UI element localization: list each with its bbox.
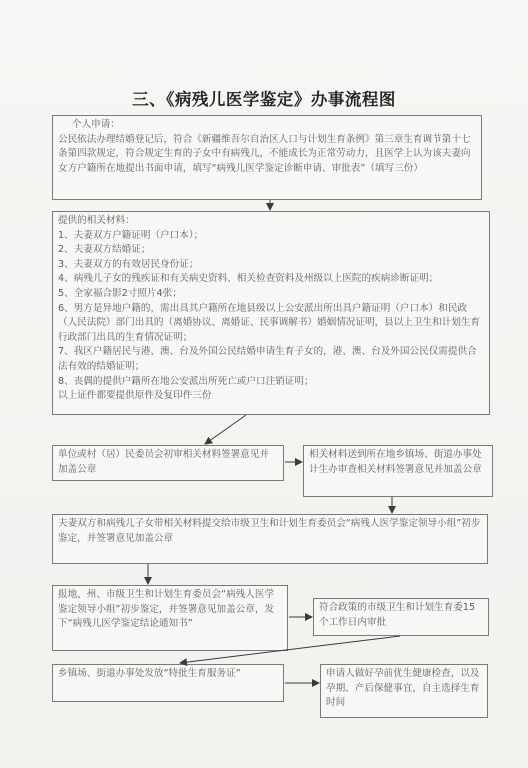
- application-heading: 个人申请：: [72, 119, 120, 130]
- applicant-final-text: 申请人做好孕前优生健康检查，以及孕期、产后保健事宜，自主选择生育时间: [326, 668, 480, 709]
- materials-heading: 提供的相关材料：: [58, 215, 135, 226]
- material-item: 4、病残儿子女的残疾证和有关病史资料、相关检查资料及州级以上医院的疾病诊断证明；: [58, 273, 439, 285]
- arrow-materials-to-village: [205, 415, 246, 444]
- material-item: 2、夫妻双方结婚证；: [58, 244, 151, 256]
- material-item: 6、男方是异地户籍的，需出具其户籍所在地县级以上公安派出所出具户籍证明（户口本）和民政（人民法院）部门出具的（离婚协议、离婚证、民事调解书）婚姻情况证明，县以上卫生和计划生育行政部门出具的生育情况证明；: [58, 302, 481, 343]
- township-issue-text: 乡镇场、街道办事处发放“特批生育服务证”: [58, 668, 241, 679]
- material-item: 8、丧偶的提供户籍所在地公安派出所死亡或户口注销证明；: [58, 375, 314, 387]
- materials-footer: 以上证件都要提供原件及复印件三份: [58, 390, 212, 402]
- city-initial-appraisal-text: 夫妻双方和病残儿子女带相关材料提交给市级卫生和计划生育委员会“病残人医学鉴定领导小组”初步鉴定，并签署意见加盖公章: [58, 518, 481, 544]
- township-review-text: 相关材料送到所在地乡镇场、街道办事处计生办审查相关材料签署意见并加盖公章: [309, 449, 482, 475]
- arrow-city-approval-to-township-issue: [180, 636, 400, 663]
- prefecture-appraisal-text: 报地、州、市级卫生和计划生育委员会“病残人医学鉴定领导小组”初步鉴定，并签署意见加盖公章，发下“病残儿医学鉴定结论通知书”: [58, 589, 275, 630]
- village-review-text: 单位或村（居）民委员会初审相关材料签署意见并加盖公章: [58, 449, 270, 475]
- page-title: 三、《病残儿医学鉴定》办事流程图: [132, 90, 396, 109]
- city-approval-text: 符合政策的市级卫生和计划生育委15个工作日内审批: [319, 602, 476, 628]
- material-item: 1、夫妻双方户籍证明（户口本）；: [58, 229, 204, 241]
- material-item: 5、全家福合影2寸照片4张；: [58, 287, 182, 299]
- material-item: 7、我区户籍居民与港、澳、台及外国公民结婚申请生育子女的，港、澳、台及外国公民仅需提供合法有效的结婚证明；: [58, 346, 477, 372]
- application-body: 公民依法办理结婚登记后，符合《新疆维吾尔自治区人口与计划生育条例》第三章生育调节第十七条第四款规定，符合规定生育的子女中有病残儿，不能成长为正常劳动力，且医学上认为该夫妻向女方户籍所在地提出书面申请，填写“病残儿医学鉴定诊断申请、审批表”（填写三份）: [58, 133, 471, 174]
- material-item: 3、夫妻双方的有效居民身份证；: [58, 258, 199, 270]
